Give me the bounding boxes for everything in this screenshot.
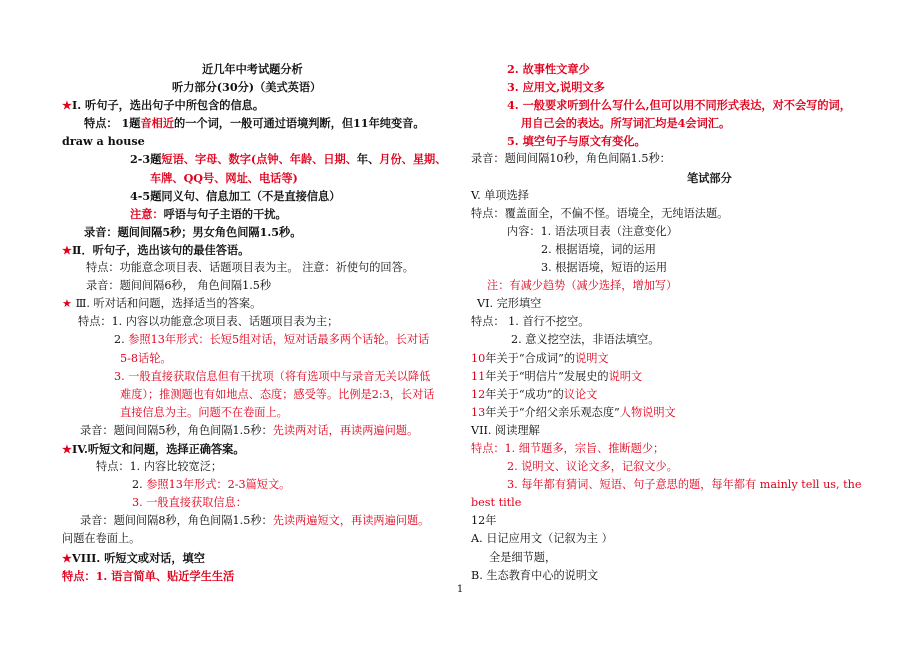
text-run: 录音：题间间隔10秒，角色间隔1.5秒： [471,152,671,166]
text-run: 13 [471,405,486,419]
text-run: 特点：1. 内容比较宽泛； [96,460,223,474]
text-run: 参照13年形式：2-3篇短文。 [146,478,291,492]
left-line [62,277,454,295]
left-column [62,60,454,585]
text-run: 特点：覆盖面全，不偏不怪。语境全，无纯语法题。 [471,206,729,220]
left-line [62,313,454,331]
right-column [471,60,863,585]
star-icon: ★ [62,98,73,113]
star-icon: ★ [62,550,73,565]
left-line [62,404,454,422]
right-line [471,223,863,241]
right-line [471,567,863,585]
text-run: 音相近 [140,116,175,131]
text-run: 先读两对话，再读两遍问题。 [272,423,419,437]
text-run: 问题在卷面上。 [62,532,141,546]
right-line [471,422,863,440]
right-line [471,404,863,422]
page-number: 1 [456,584,464,595]
left-line [62,223,454,241]
left-line [62,295,454,313]
text-run: 年、 [356,152,380,167]
text-run: 录音：题间间隔6秒， 角色间隔1.5秒 [86,279,272,293]
text-run: 录音：题间间隔8秒，角色间隔1.5秒： [80,514,273,528]
text-run: 3. 应用文,说明文多 [507,80,605,95]
right-line [471,476,863,494]
text-run: 11 [471,369,486,383]
right-line [471,530,863,548]
left-line [62,187,454,205]
right-line [471,386,863,404]
right-line [471,295,863,313]
text-run: 注意： [130,206,164,221]
text-run: draw a house [62,134,145,149]
text-run: 注：有减少趋势（减少选择，增加写） [487,279,678,293]
text-run: Ⅱ．听句子，选出该句的最佳答语。 [72,242,250,257]
left-line [62,386,454,404]
text-run: 特点：1. 语言简单、贴近学生生活 [62,568,235,583]
text-run: 特点：功能意念项目表、话题项目表为主。 注意：祈使句的回答。 [86,261,414,275]
text-run: 特点： 1题 [84,116,141,131]
left-line [62,512,454,530]
text-run: 3. 根据语境，短语的运用 [541,261,668,275]
left-line [62,96,454,114]
text-run: 用自己会的表达。所写词汇均是4会词汇。 [521,116,731,131]
text-run: 的一个词，一般可通过语境判断，但11年纯变音。 [174,116,425,131]
text-run: 先读两遍短文，再读两遍问题。 [272,514,430,528]
text-run: 年关于“合成词”的 [485,351,576,365]
text-run: 4. 一般要求听到什么写什么,但可以用不同形式表达，对不会写的词， [507,98,851,113]
right-line [471,241,863,259]
left-line [62,114,454,132]
text-run: 车牌、QQ号、网址、电话等) [150,170,298,185]
right-line [471,512,863,530]
text-run: 议论文 [563,387,598,401]
text-run: 特点：1. 内容以功能意念项目表、话题项目表为主； [78,315,339,329]
left-line [62,567,454,585]
text-run: 12年 [471,514,497,528]
text-run: VI. 完形填空 [477,297,542,311]
right-line [471,313,863,331]
text-run: 3. 每年都有猜词、短语、句子意思的题，每年都有 mainly tell us, the [507,478,862,492]
left-line [62,530,454,548]
left-line [62,440,454,458]
left-line [62,458,454,476]
left-line [62,259,454,277]
right-line [471,187,863,205]
left-line [62,132,454,150]
text-run: B. 生态教育中心的说明文 [471,568,599,582]
right-line [471,458,863,476]
text-run: I. 听句子，选出句子中所包含的信息。 [72,98,265,113]
left-line [62,169,454,187]
text-run: 难度）；推测题也有如地点、态度；感受等。比例是2:3，长对话 [120,387,435,401]
text-run: 5. 填空句子与原文有变化。 [507,134,646,149]
right-line [471,277,863,295]
text-run: 全是细节题， [489,550,557,564]
text-run: Ⅲ. 听对话和问题，选择适当的答案。 [72,297,262,311]
text-run: 2. 根据语境，词的运用 [541,242,656,256]
text-run: VIII. 听短文或对话，填空 [72,550,205,565]
left-line [62,350,454,368]
right-line [471,150,863,168]
text-run: 听力部分(30分)（美式英语） [172,80,322,95]
text-run: 录音：题间间隔5秒；男女角色间隔1.5秒。 [84,224,302,239]
text-run: 2. [114,333,129,347]
left-line [62,78,454,96]
right-line [471,331,863,349]
text-run: 特点：1. 细节题多，宗旨、推断题少； [471,441,665,455]
text-run: 短语、字母、数字(点钟、年龄、日期、 [161,152,357,167]
text-run: 2-3题 [130,152,162,167]
right-line [471,368,863,386]
text-run: 人物说明文 [619,405,676,419]
text-run: 2. 意义挖空法，非语法填空。 [511,333,660,347]
left-line [62,368,454,386]
right-line [471,132,863,150]
text-run: 说明文 [608,369,643,383]
left-line [62,241,454,259]
text-run: 内容：1. 语法项目表（注意变化） [507,224,678,238]
text-run: 说明文 [575,351,609,365]
left-line [62,150,454,168]
text-run: VII. 阅读理解 [471,423,540,437]
text-run: best title [471,496,522,510]
text-run: 3. 一般直接获取信息： [132,496,247,510]
text-run: 2. 说明文、议论文多，记叙文少。 [507,460,678,474]
left-line [62,422,454,440]
right-line [471,78,863,96]
right-line [471,440,863,458]
left-line [62,331,454,349]
text-run: 直接信息为主。问题不在卷面上。 [120,405,288,419]
right-line [471,60,863,78]
text-run: A. 日记应用文（记叙为主 ） [471,532,613,546]
text-run: 年关于“成功”的 [485,387,564,401]
star-icon: ★ [62,242,73,257]
left-line [62,205,454,223]
text-run: 10 [471,351,486,365]
text-run: 2. 故事性文章少 [507,62,590,76]
text-run: 5-8话轮。 [120,351,172,365]
text-run: 笔试部分 [687,170,732,185]
star-icon: ★ [62,441,73,456]
text-run: 年关于“介绍父亲乐观态度” [485,405,620,419]
left-line [62,494,454,512]
text-run: 录音：题间间隔5秒，角色间隔1.5秒： [80,423,273,437]
left-line [62,60,454,78]
text-run: 月份、星期、 [379,152,447,167]
right-line [471,494,863,512]
text-run: 4-5题同义句、信息加工（不是直接信息） [130,188,341,203]
right-line [471,549,863,567]
right-line [471,96,863,114]
right-line [471,205,863,223]
text-run: V. 单项选择 [471,188,529,202]
text-run: 特点： 1. 首行不挖空。 [471,315,590,329]
right-line [471,114,863,132]
right-line [471,350,863,368]
left-line [62,549,454,567]
text-run: 2. [132,478,147,492]
text-run: IV.听短文和问题，选择正确答案。 [72,441,245,456]
right-line [471,259,863,277]
right-line [471,169,863,187]
star-icon: ★ [62,297,73,311]
text-run: 3. 一般直接获取信息但有干扰项（将有选项中与录音无关以降低 [114,369,431,383]
text-run: 参照13年形式：长短5组对话，短对话最多两个话轮。长对话 [128,333,430,347]
text-run: 12 [471,387,486,401]
text-run: 年关于“明信片”发展史的 [485,369,609,383]
text-run: 近几年中考试题分析 [202,62,303,76]
left-line [62,476,454,494]
text-run: 呼语与句子主语的干扰。 [163,206,287,221]
